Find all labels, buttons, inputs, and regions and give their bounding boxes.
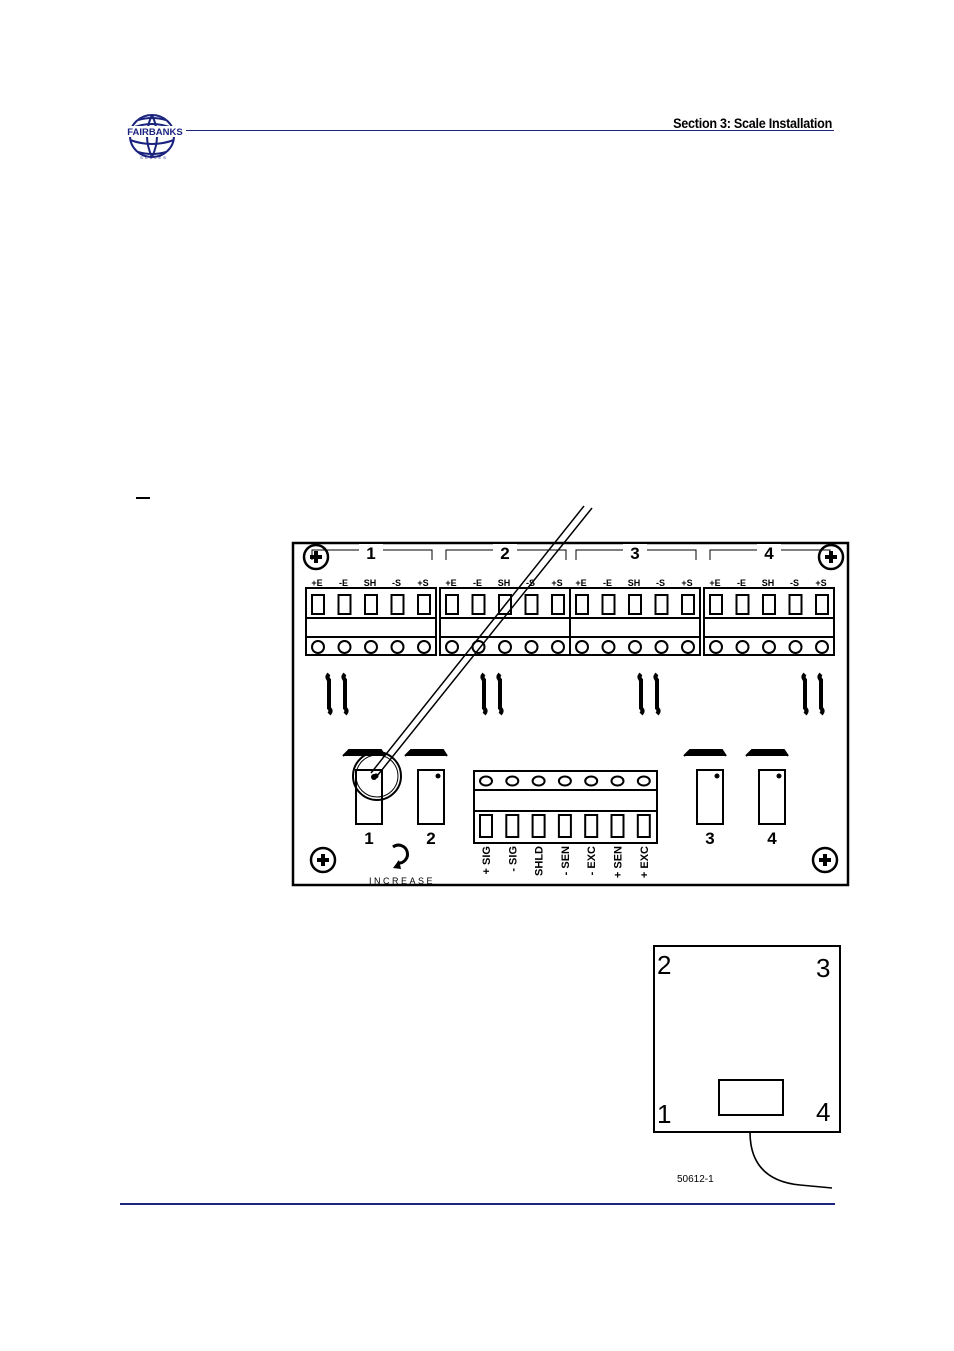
- resistor-icon: [656, 674, 659, 714]
- terminal-slot: [682, 595, 694, 614]
- terminal-slot: [737, 595, 749, 614]
- channel-number: 1: [366, 544, 376, 563]
- terminal-screw-icon: [710, 641, 722, 653]
- terminal-slot: [710, 595, 722, 614]
- terminal-slot: [576, 595, 588, 614]
- terminal-slot: [603, 595, 615, 614]
- resistor-icon: [344, 674, 347, 714]
- output-terminal-label: + SIG: [481, 846, 493, 875]
- corner-label-bottom-right: 4: [816, 1097, 831, 1127]
- terminal-screw-icon: [612, 777, 624, 786]
- terminal-screw-icon: [656, 641, 668, 653]
- terminal-label: +S: [681, 578, 693, 588]
- terminal-label: +E: [311, 578, 323, 588]
- terminal-screw-icon: [312, 641, 324, 653]
- terminal-screw-icon: [638, 777, 650, 786]
- terminal-slot: [312, 595, 324, 614]
- resistor-icon: [499, 674, 502, 714]
- terminal-slot: [392, 595, 404, 614]
- terminal-slot: [418, 595, 430, 614]
- terminal-screw-icon: [365, 641, 377, 653]
- terminal-label: +S: [815, 578, 827, 588]
- output-terminal-label: + SEN: [612, 846, 625, 879]
- terminal-screw-icon: [533, 777, 545, 786]
- potentiometer: [759, 770, 785, 824]
- terminal-screw-icon: [682, 641, 694, 653]
- terminal-slot: [552, 595, 564, 614]
- channel-number: 2: [500, 544, 510, 563]
- pot-pin-dot: [777, 774, 782, 779]
- terminal-screw-icon: [629, 641, 641, 653]
- pot-label: 1: [364, 829, 374, 848]
- terminal-screw-icon: [552, 641, 564, 653]
- resistor-icon: [820, 674, 823, 714]
- pot-pin-dot: [715, 774, 720, 779]
- terminal-slot: [585, 815, 597, 837]
- terminal-label: +E: [709, 578, 721, 588]
- terminal-slot: [763, 595, 775, 614]
- pot-label: 2: [426, 829, 436, 848]
- terminal-label: SH: [497, 578, 511, 588]
- corner-diagram: [640, 940, 850, 1200]
- terminal-slot: [526, 595, 538, 614]
- terminal-label: SH: [761, 578, 775, 588]
- output-terminal-label: - SIG: [507, 846, 520, 872]
- junction-board: [293, 506, 848, 886]
- pot-cap-icon: [684, 750, 726, 756]
- resistor-icon: [328, 674, 331, 714]
- terminal-screw-icon: [446, 641, 458, 653]
- terminal-label: +S: [417, 578, 429, 588]
- terminal-slot: [612, 815, 624, 837]
- terminal-label: +E: [575, 578, 587, 588]
- terminal-label: -S: [526, 578, 535, 588]
- output-terminal-label: - EXC: [586, 846, 599, 876]
- terminal-slot: [790, 595, 802, 614]
- resistor-icon: [640, 674, 643, 714]
- terminal-screw-icon: [585, 777, 597, 786]
- output-terminal-label: - SEN: [559, 846, 572, 876]
- terminal-slot: [638, 815, 650, 837]
- terminal-label: +S: [551, 578, 563, 588]
- terminal-slot: [473, 595, 485, 614]
- terminal-slot: [339, 595, 351, 614]
- resistor-icon: [804, 674, 807, 714]
- terminal-label: SH: [627, 578, 641, 588]
- potentiometer: [418, 770, 444, 824]
- terminal-screw-icon: [737, 641, 749, 653]
- terminal-screw-icon: [480, 777, 492, 786]
- pot-label: 3: [705, 829, 715, 848]
- terminal-slot: [533, 815, 545, 837]
- logo-subtext: SCALES: [140, 155, 168, 160]
- increase-label: INCREASE: [368, 876, 436, 886]
- section-title: Section 3: Scale Installation: [673, 115, 832, 131]
- terminal-screw-icon: [763, 641, 775, 653]
- terminal-label: SH: [363, 578, 377, 588]
- terminal-screw-icon: [816, 641, 828, 653]
- channel-number: 3: [630, 544, 640, 563]
- terminal-slot: [446, 595, 458, 614]
- terminal-screw-icon: [559, 777, 571, 786]
- terminal-screw-icon: [790, 641, 802, 653]
- pot-cap-icon: [405, 750, 447, 756]
- resistor-icon: [483, 674, 486, 714]
- terminal-slot: [816, 595, 828, 614]
- terminal-label: -S: [790, 578, 799, 588]
- terminal-slot: [656, 595, 668, 614]
- terminal-slot: [629, 595, 641, 614]
- terminal-label: -S: [656, 578, 665, 588]
- terminal-label: -S: [392, 578, 401, 588]
- corner-label-bottom-left: 1: [657, 1099, 672, 1129]
- output-terminal-label: SHLD: [533, 846, 546, 876]
- pot-cap-icon: [746, 750, 788, 756]
- output-terminal-label: + EXC: [638, 846, 651, 879]
- terminal-label: +E: [445, 578, 457, 588]
- pot-pin-dot: [436, 774, 441, 779]
- terminal-slot: [365, 595, 377, 614]
- terminal-slot: [480, 815, 492, 837]
- terminal-label: -E: [737, 578, 746, 588]
- terminal-screw-icon: [499, 641, 511, 653]
- terminal-label: -E: [339, 578, 348, 588]
- channel-number: 4: [764, 544, 774, 563]
- figure-id: 50612-1: [677, 1174, 714, 1185]
- potentiometer: [697, 770, 723, 824]
- terminal-screw-icon: [576, 641, 588, 653]
- terminal-screw-icon: [339, 641, 351, 653]
- corner-label-top-left: 2: [657, 950, 672, 980]
- terminal-slot: [559, 815, 571, 837]
- footer-rule: [120, 1203, 835, 1205]
- pot-adjust-dot: [371, 774, 377, 780]
- terminal-slot: [506, 815, 518, 837]
- terminal-screw-icon: [392, 641, 404, 653]
- terminal-screw-icon: [506, 777, 518, 786]
- terminal-label: -E: [603, 578, 612, 588]
- corner-label-top-right: 3: [816, 953, 831, 983]
- logo-text: FAIRBANKS: [127, 127, 183, 138]
- terminal-screw-icon: [603, 641, 615, 653]
- terminal-label: -E: [473, 578, 482, 588]
- terminal-screw-icon: [526, 641, 538, 653]
- terminal-screw-icon: [418, 641, 430, 653]
- pot-label: 4: [767, 829, 777, 848]
